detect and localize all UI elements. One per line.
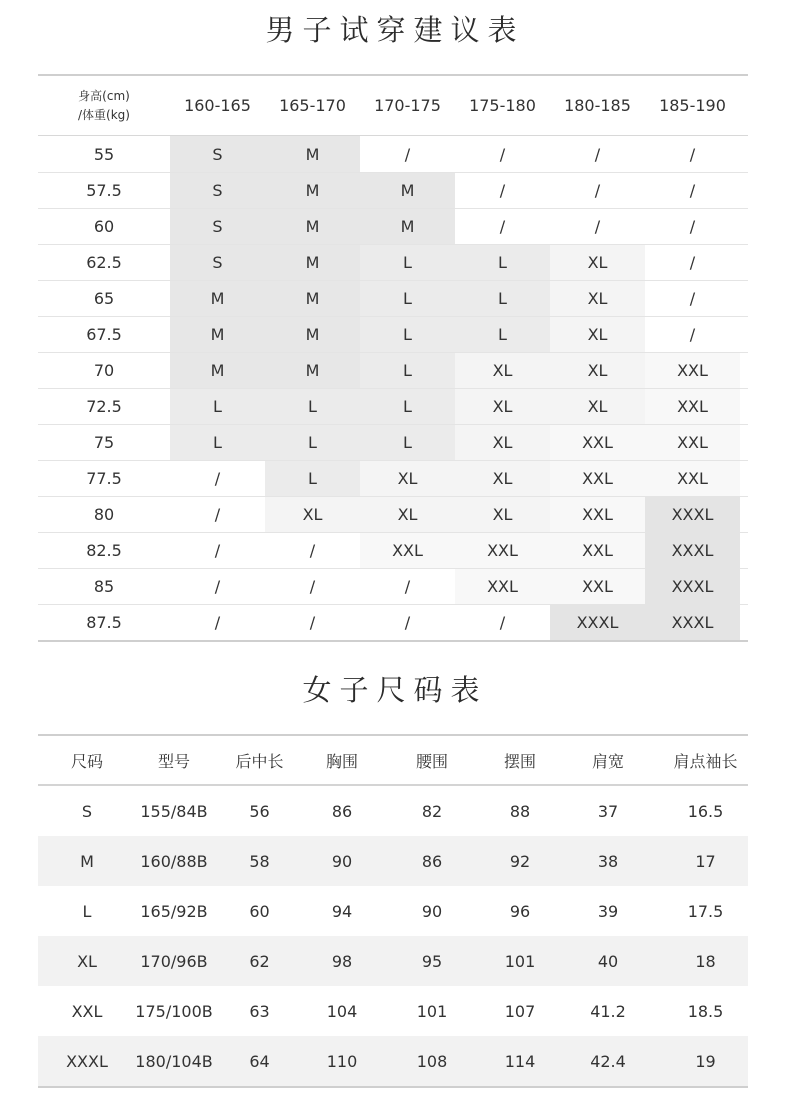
size-cell: M bbox=[170, 353, 265, 388]
table-cell: 63 bbox=[249, 1001, 270, 1021]
size-cell: L bbox=[265, 461, 360, 496]
table-row bbox=[38, 136, 748, 172]
size-cell: M bbox=[170, 317, 265, 352]
women-table-header bbox=[38, 736, 748, 786]
weight-cell: 87.5 bbox=[86, 613, 122, 632]
table-cell: 104 bbox=[326, 1001, 358, 1021]
size-cell: / bbox=[265, 533, 360, 568]
size-cell: S bbox=[170, 136, 265, 172]
size-cell: M bbox=[265, 281, 360, 316]
size-cell: M bbox=[360, 173, 455, 208]
size-cell: XXL bbox=[645, 425, 740, 460]
table-row bbox=[38, 172, 748, 208]
table-cell: 40 bbox=[597, 951, 619, 971]
size-cell: XXL bbox=[360, 533, 455, 568]
table-cell: 86 bbox=[421, 851, 443, 871]
corner-height-label: 身高(cm) bbox=[78, 88, 130, 103]
size-cell: / bbox=[265, 605, 360, 640]
table-row bbox=[38, 568, 748, 604]
table-cell: 17.5 bbox=[687, 901, 724, 921]
size-cell: XXXL bbox=[645, 533, 740, 568]
weight-cell: 62.5 bbox=[86, 253, 122, 272]
men-size-table bbox=[38, 74, 748, 642]
size-cell: / bbox=[455, 173, 550, 208]
table-row bbox=[38, 424, 748, 460]
table-cell: 94 bbox=[331, 901, 353, 921]
size-cell: XXXL bbox=[645, 569, 740, 604]
size-cell: XXL bbox=[455, 569, 550, 604]
table-cell: 175/100B bbox=[135, 1001, 213, 1021]
table-cell: XXXL bbox=[66, 1051, 108, 1071]
table-cell: M bbox=[80, 851, 94, 871]
table-row bbox=[38, 280, 748, 316]
size-cell: S bbox=[170, 245, 265, 280]
header-chest: 胸围 bbox=[325, 751, 358, 771]
table-row bbox=[38, 936, 748, 986]
table-cell: 38 bbox=[597, 851, 619, 871]
size-cell: XXL bbox=[550, 425, 645, 460]
table-cell: 18 bbox=[695, 951, 716, 971]
size-cell: M bbox=[265, 245, 360, 280]
table-cell: 165/92B bbox=[140, 901, 208, 921]
size-cell: L bbox=[455, 245, 550, 280]
table-row bbox=[38, 786, 748, 836]
size-cell: XL bbox=[550, 353, 645, 388]
table-cell: 107 bbox=[504, 1001, 536, 1021]
size-cell: XXL bbox=[550, 569, 645, 604]
size-cell: S bbox=[170, 173, 265, 208]
height-header: 185-190 bbox=[659, 96, 726, 115]
height-header: 175-180 bbox=[469, 96, 536, 115]
table-row bbox=[38, 1036, 748, 1086]
size-cell: L bbox=[360, 389, 455, 424]
header-shoulder: 肩宽 bbox=[591, 751, 624, 771]
header-back-length: 后中长 bbox=[235, 751, 284, 771]
table-cell: 42.4 bbox=[590, 1051, 626, 1071]
size-cell: L bbox=[360, 425, 455, 460]
size-cell: XL bbox=[360, 461, 455, 496]
table-cell: 62 bbox=[249, 951, 270, 971]
corner-header bbox=[38, 76, 170, 135]
size-cell: / bbox=[550, 209, 645, 244]
table-row bbox=[38, 986, 748, 1036]
size-cell: / bbox=[170, 497, 265, 532]
height-header: 180-185 bbox=[564, 96, 631, 115]
size-cell: / bbox=[550, 136, 645, 172]
size-cell: L bbox=[360, 353, 455, 388]
size-cell: XXXL bbox=[645, 497, 740, 532]
weight-cell: 85 bbox=[93, 577, 115, 596]
table-cell: 155/84B bbox=[140, 801, 208, 821]
size-cell: / bbox=[550, 173, 645, 208]
size-cell: M bbox=[265, 353, 360, 388]
header-size: 尺码 bbox=[70, 751, 103, 771]
size-cell: XL bbox=[550, 281, 645, 316]
size-cell: L bbox=[265, 389, 360, 424]
size-cell: M bbox=[265, 317, 360, 352]
weight-cell: 65 bbox=[93, 289, 115, 308]
size-cell: XXXL bbox=[550, 605, 645, 640]
table-cell: 17 bbox=[695, 851, 716, 871]
table-cell: 108 bbox=[416, 1051, 448, 1071]
men-table-title: 男子试穿建议表 bbox=[265, 13, 525, 47]
table-cell: 170/96B bbox=[140, 951, 208, 971]
table-row bbox=[38, 460, 748, 496]
size-cell: / bbox=[455, 605, 550, 640]
weight-cell: 57.5 bbox=[86, 181, 122, 200]
table-row bbox=[38, 352, 748, 388]
size-cell: XL bbox=[455, 353, 550, 388]
size-cell: / bbox=[170, 533, 265, 568]
height-header: 160-165 bbox=[184, 96, 251, 115]
weight-cell: 55 bbox=[93, 144, 115, 164]
table-cell: 60 bbox=[249, 901, 270, 921]
women-table-title: 女子尺码表 bbox=[302, 673, 488, 707]
table-cell: 180/104B bbox=[135, 1051, 213, 1071]
table-cell: 101 bbox=[504, 951, 536, 971]
size-cell: XXL bbox=[645, 389, 740, 424]
table-cell: 90 bbox=[421, 901, 443, 921]
size-cell: / bbox=[645, 317, 740, 352]
size-cell: S bbox=[170, 209, 265, 244]
table-cell: 18.5 bbox=[687, 1001, 724, 1021]
size-cell: / bbox=[360, 136, 455, 172]
table-row bbox=[38, 886, 748, 936]
weight-cell: 70 bbox=[93, 361, 115, 380]
size-cell: / bbox=[170, 605, 265, 640]
table-cell: 16.5 bbox=[687, 801, 724, 821]
size-cell: / bbox=[645, 281, 740, 316]
table-row bbox=[38, 604, 748, 640]
table-cell: 41.2 bbox=[590, 1001, 626, 1021]
size-cell: L bbox=[170, 389, 265, 424]
height-header: 165-170 bbox=[279, 96, 346, 115]
header-sleeve: 肩点袖长 bbox=[673, 751, 738, 771]
table-cell: 92 bbox=[509, 851, 531, 871]
size-cell: L bbox=[170, 425, 265, 460]
size-cell: XL bbox=[550, 317, 645, 352]
table-cell: S bbox=[81, 801, 93, 821]
table-cell: 88 bbox=[509, 801, 531, 821]
size-cell: L bbox=[360, 281, 455, 316]
size-cell: / bbox=[645, 173, 740, 208]
weight-cell: 75 bbox=[93, 433, 115, 452]
table-cell: 58 bbox=[249, 851, 270, 871]
table-cell: 86 bbox=[331, 801, 353, 821]
table-cell: 39 bbox=[597, 901, 619, 921]
size-cell: XL bbox=[455, 461, 550, 496]
table-cell: 95 bbox=[421, 951, 443, 971]
size-cell: XL bbox=[550, 389, 645, 424]
size-cell: XL bbox=[550, 245, 645, 280]
header-waist: 腰围 bbox=[415, 751, 448, 771]
table-cell: 90 bbox=[331, 851, 353, 871]
size-cell: XL bbox=[265, 497, 360, 532]
table-row bbox=[38, 496, 748, 532]
size-cell: / bbox=[360, 605, 455, 640]
table-row bbox=[38, 316, 748, 352]
table-cell: 114 bbox=[504, 1051, 536, 1071]
table-cell: 19 bbox=[695, 1051, 716, 1071]
weight-cell: 80 bbox=[93, 505, 115, 524]
table-row bbox=[38, 532, 748, 568]
size-cell: M bbox=[360, 209, 455, 244]
size-cell: L bbox=[455, 281, 550, 316]
table-cell: 96 bbox=[509, 901, 531, 921]
table-cell: 56 bbox=[249, 801, 270, 821]
size-cell: M bbox=[265, 136, 360, 172]
size-cell: XXL bbox=[645, 353, 740, 388]
table-cell: 82 bbox=[421, 801, 443, 821]
size-cell: M bbox=[265, 173, 360, 208]
table-cell: XL bbox=[77, 951, 97, 971]
size-cell: / bbox=[645, 136, 740, 172]
table-cell: 37 bbox=[597, 801, 619, 821]
size-cell: M bbox=[265, 209, 360, 244]
weight-cell: 67.5 bbox=[86, 325, 122, 344]
size-cell: XXXL bbox=[645, 605, 740, 640]
size-cell: / bbox=[170, 569, 265, 604]
table-cell: 64 bbox=[249, 1051, 270, 1071]
women-size-table bbox=[38, 734, 748, 1088]
weight-cell: 82.5 bbox=[86, 541, 122, 560]
size-cell: XXL bbox=[550, 497, 645, 532]
size-cell: XL bbox=[360, 497, 455, 532]
table-row bbox=[38, 836, 748, 886]
table-cell: L bbox=[82, 901, 92, 921]
table-cell: 98 bbox=[331, 951, 353, 971]
table-row bbox=[38, 244, 748, 280]
size-cell: XL bbox=[455, 389, 550, 424]
size-cell: M bbox=[170, 281, 265, 316]
weight-cell: 60 bbox=[93, 217, 115, 236]
size-cell: / bbox=[455, 136, 550, 172]
weight-cell: 77.5 bbox=[86, 469, 122, 488]
table-cell: XXL bbox=[71, 1001, 103, 1021]
size-cell: XXL bbox=[550, 461, 645, 496]
table-row bbox=[38, 208, 748, 244]
table-row bbox=[38, 388, 748, 424]
size-cell: L bbox=[265, 425, 360, 460]
header-model: 型号 bbox=[157, 751, 190, 771]
corner-weight-label: /体重(kg) bbox=[78, 107, 130, 122]
table-cell: 101 bbox=[416, 1001, 448, 1021]
women-table-body bbox=[38, 786, 748, 1086]
size-cell: XXL bbox=[645, 461, 740, 496]
header-hem: 摆围 bbox=[503, 751, 536, 771]
size-cell: XXL bbox=[550, 533, 645, 568]
size-cell: L bbox=[360, 245, 455, 280]
size-cell: L bbox=[360, 317, 455, 352]
size-cell: XL bbox=[455, 497, 550, 532]
table-cell: 110 bbox=[326, 1051, 358, 1071]
height-header: 170-175 bbox=[374, 96, 441, 115]
men-table-body bbox=[38, 136, 748, 640]
size-cell: L bbox=[455, 317, 550, 352]
men-table-header bbox=[38, 76, 748, 136]
size-cell: / bbox=[455, 209, 550, 244]
size-cell: / bbox=[360, 569, 455, 604]
size-cell: / bbox=[645, 209, 740, 244]
table-cell: 160/88B bbox=[140, 851, 208, 871]
size-cell: / bbox=[265, 569, 360, 604]
size-cell: XL bbox=[455, 425, 550, 460]
weight-cell: 72.5 bbox=[86, 397, 122, 416]
size-cell: / bbox=[645, 245, 740, 280]
size-cell: XXL bbox=[455, 533, 550, 568]
size-cell: / bbox=[170, 461, 265, 496]
